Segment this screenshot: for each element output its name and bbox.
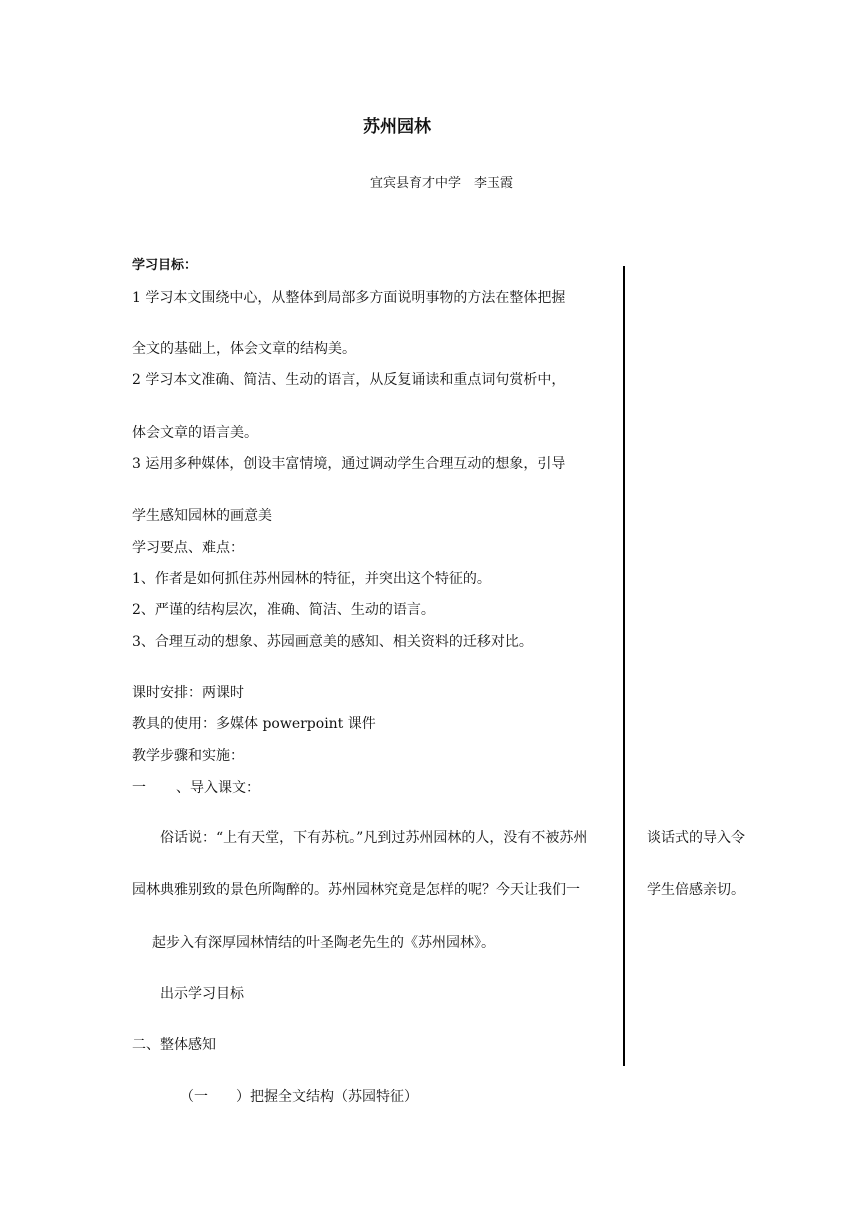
goal-2-line-b: 体会文章的语言美。 — [132, 425, 258, 441]
subsection-1-heading: （一 ）把握全文结构（苏园特征） — [180, 1089, 418, 1105]
key-point-2: 2、严谨的结构层次，准确、简洁、生动的语言。 — [132, 602, 435, 618]
intro-line-1: 俗话说：“上有天堂，下有苏杭。”凡到过苏州园林的人，没有不被苏州 — [160, 830, 588, 846]
steps-heading: 教学步骤和实施： — [132, 748, 244, 764]
step-1-label: 、导入课文： — [176, 780, 260, 796]
step-1-number: 一 — [132, 780, 146, 796]
show-goals-line: 出示学习目标 — [160, 986, 244, 1002]
margin-note-line-2: 学生倍感亲切。 — [647, 882, 745, 898]
goal-2-line-a: 2 学习本文准确、简洁、生动的语言，从反复诵读和重点词句赏析中， — [132, 372, 566, 388]
intro-line-2: 园林典雅别致的景色所陶醉的。苏州园林究竟是怎样的呢？今天让我们一 — [132, 882, 580, 898]
goal-3-line-a: 3 运用多种媒体，创设丰富情境，通过调动学生合理互动的想象，引导 — [132, 456, 566, 472]
tools-line: 教具的使用：多媒体 powerpoint 课件 — [132, 716, 376, 732]
section-2-heading: 二、整体感知 — [132, 1037, 216, 1053]
column-divider — [623, 266, 625, 1066]
intro-line-3: 起步入有深厚园林情结的叶圣陶老先生的《苏州园林》。 — [152, 935, 495, 951]
schedule-line: 课时安排：两课时 — [132, 685, 244, 701]
goals-heading: 学习目标： — [132, 258, 198, 273]
doc-byline: 宜宾县育才中学 李玉霞 — [370, 176, 514, 191]
doc-title: 苏州园林 — [363, 117, 431, 137]
key-point-1: 1、作者是如何抓住苏州园林的特征，并突出这个特征的。 — [132, 571, 491, 587]
key-points-heading: 学习要点、难点： — [132, 540, 244, 556]
goal-1-line-a: 1 学习本文围绕中心，从整体到局部多方面说明事物的方法在整体把握 — [132, 290, 566, 306]
key-point-3: 3、合理互动的想象、苏园画意美的感知、相关资料的迁移对比。 — [132, 634, 533, 650]
goal-3-line-b: 学生感知园林的画意美 — [132, 508, 272, 524]
goal-1-line-b: 全文的基础上，体会文章的结构美。 — [132, 341, 356, 357]
margin-note-line-1: 谈话式的导入令 — [647, 830, 745, 846]
